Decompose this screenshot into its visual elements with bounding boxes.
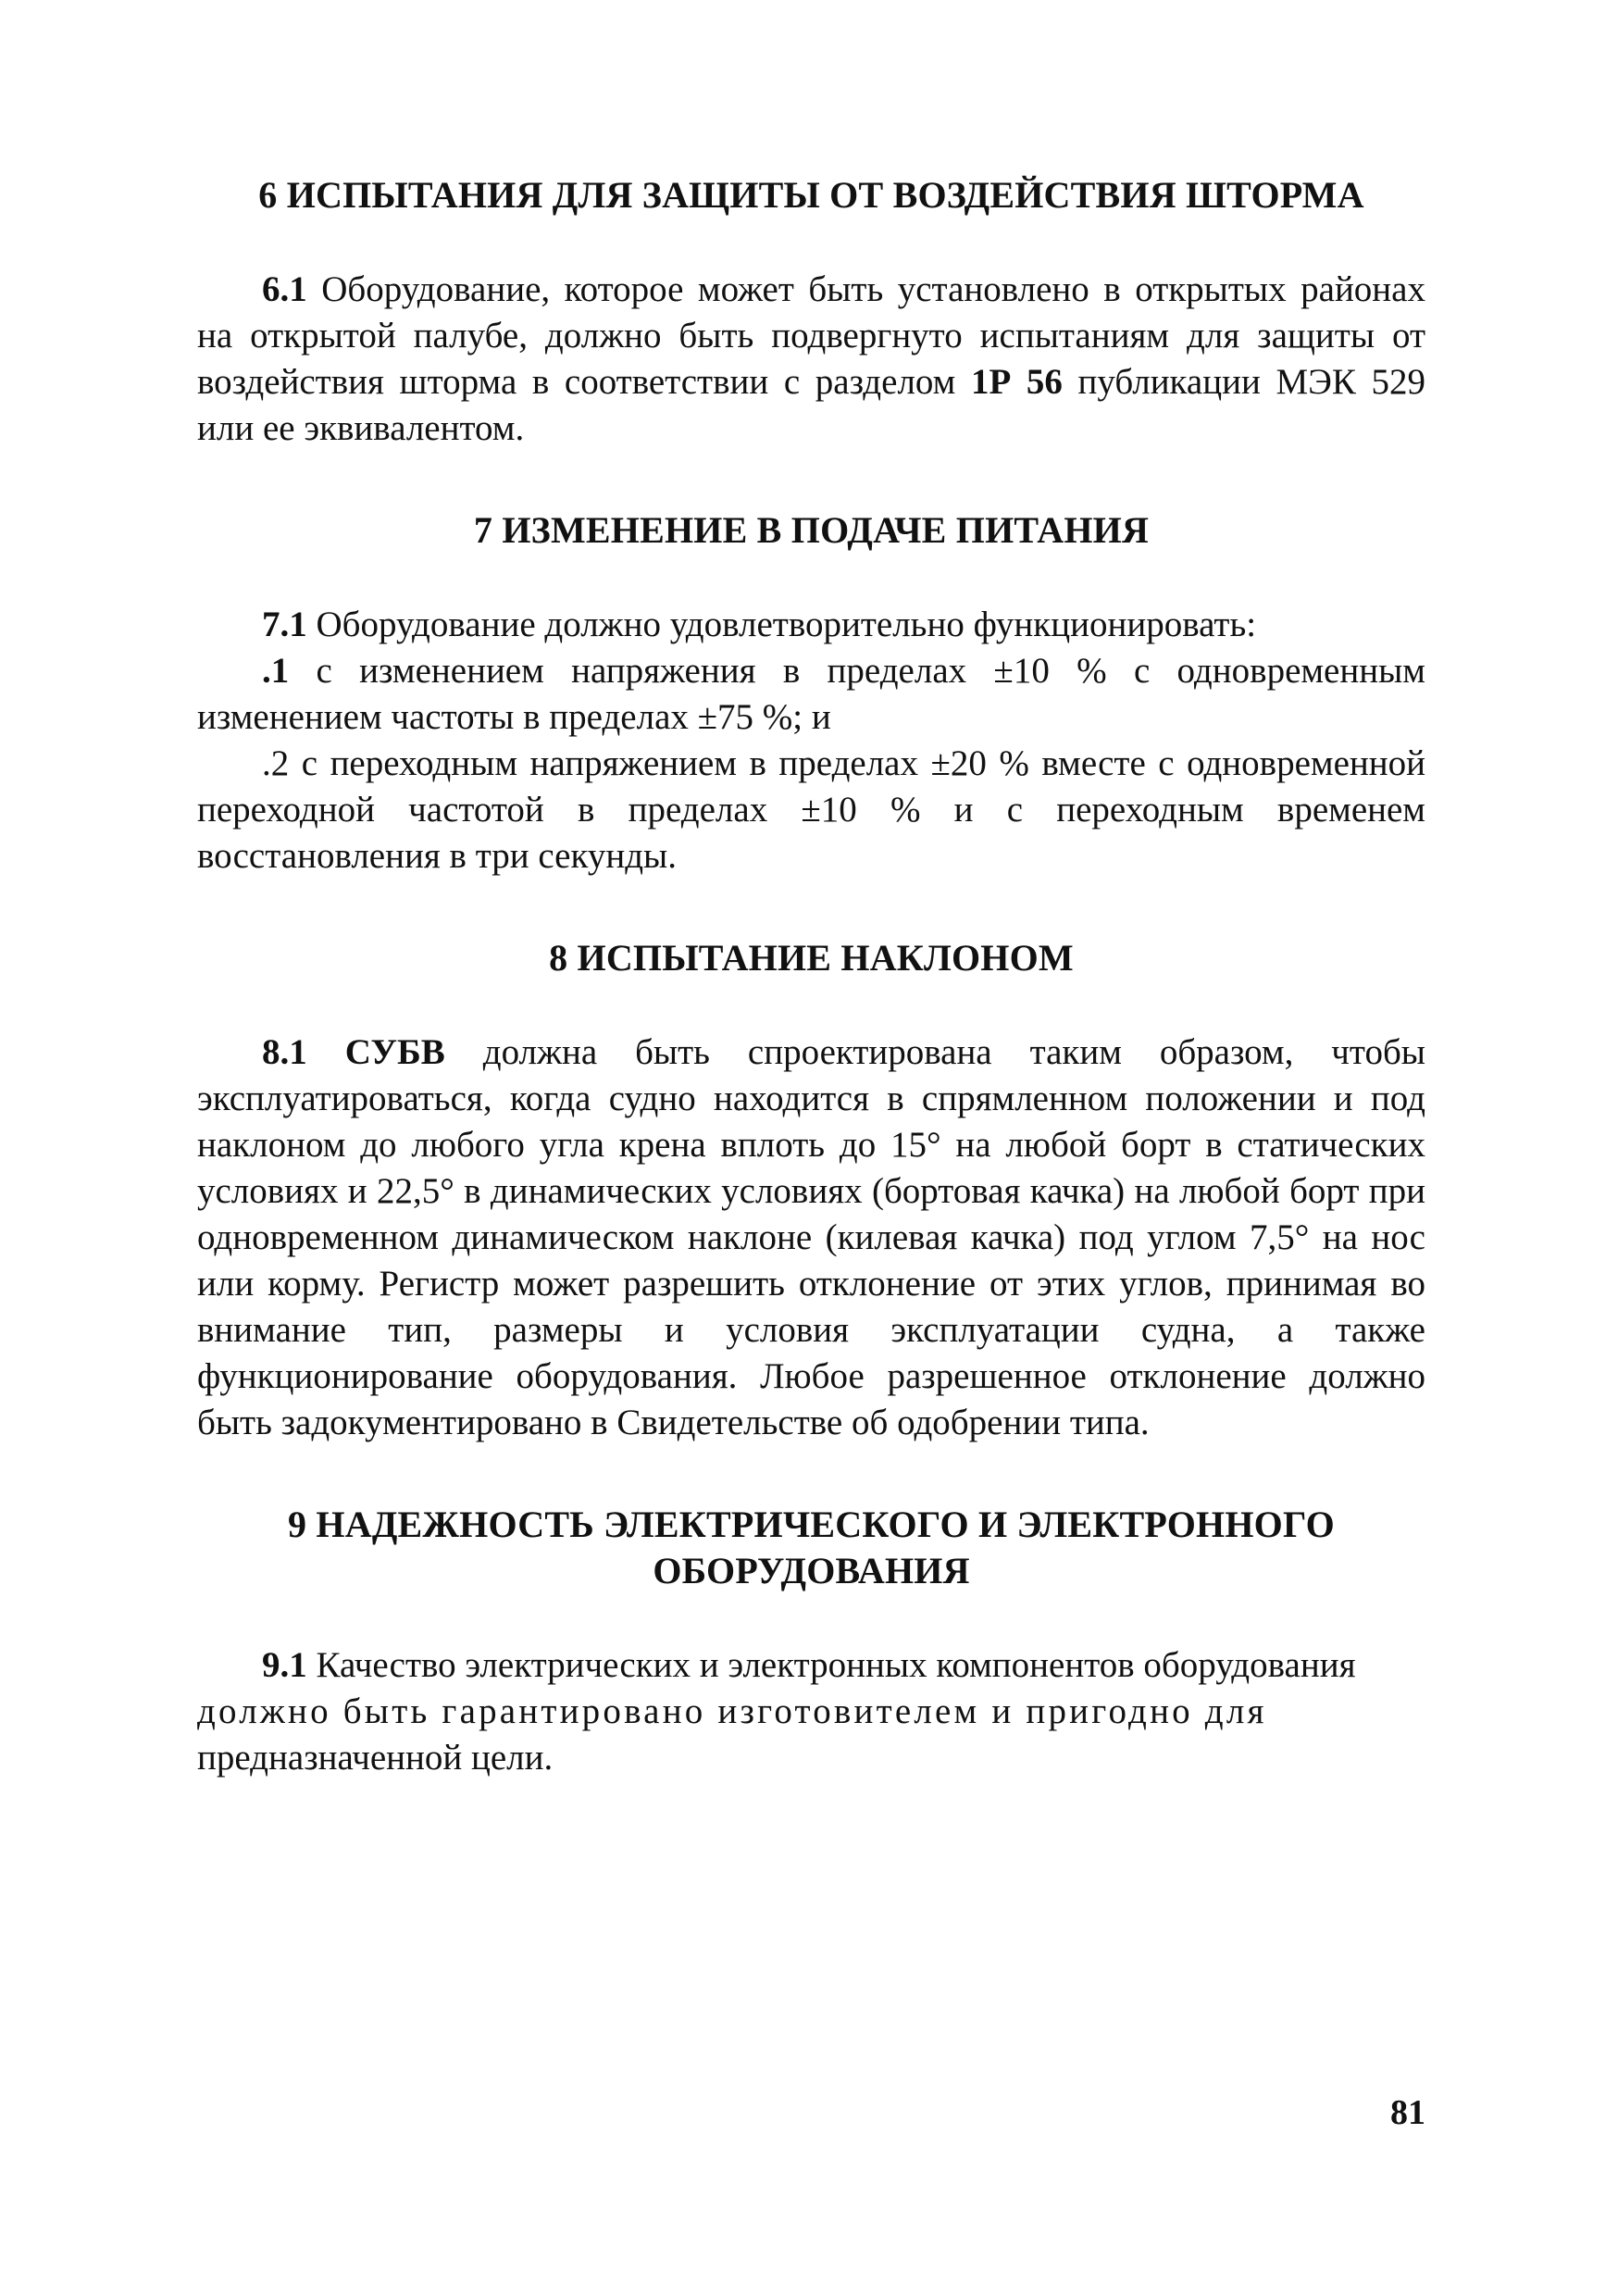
paragraph-9-1-number: 9.1 [262,1645,307,1685]
paragraph-7-1-number: 7.1 [262,605,307,644]
section-8-heading: 8 ИСПЫТАНИЕ НАКЛОНОМ [549,937,1074,979]
section-6-heading: 6 ИСПЫТАНИЯ ДЛЯ ЗАЩИТЫ ОТ ВОЗДЕЙСТВИЯ ШТОРМА [258,174,1364,216]
list-item-7-1-2 [197,741,1425,880]
paragraph-8-1-abbreviation: СУБВ [344,1032,445,1072]
paragraph-7-1-text: Оборудование должно удовлетворительно функционировать: [306,605,1257,644]
list-item-7-1-2-text: с переходным напряжением в пределах ±20 % вместе с одновременной переходной частотой в пределах ±10 % и с переходным временем восстановления в три секунды. [197,743,1425,876]
paragraph-8-1-number: 8.1 [262,1032,307,1072]
list-item-7-1-1-text: с изменением напряжения в пределах ±10 % с одновременным изменением частоты в пределах ±75 %; и [197,651,1425,737]
paragraph-9-1-line-3: предназначенной цели. [197,1738,554,1778]
paragraph-6-1-number: 6.1 [262,269,307,309]
paragraph-8-1 [197,1029,1425,1446]
paragraph-9-1-line-2: должно быть гарантировано изготовителем и пригодно для [197,1691,1267,1731]
page-content [197,172,1425,1781]
section-7-heading: 7 ИЗМЕНЕНИЕ В ПОДАЧЕ ПИТАНИЯ [473,509,1150,551]
paragraph-6-1-text-a: Оборудование, которое может быть установлено в открытых районах на открытой палубе, должно быть подвергнуто испытаниям для защиты от воздействия шторма в соответствии с разделом [197,269,1425,402]
section-9-heading-line-1: 9 НАДЕЖНОСТЬ ЭЛЕКТРИЧЕСКОГО И ЭЛЕКТРОННОГО [288,1504,1335,1545]
list-item-7-1-1 [197,648,1425,741]
paragraph-6-1-code: 1Р 56 [970,362,1063,402]
list-item-7-1-1-number: .1 [262,651,290,691]
paragraph-9-1 [197,1642,1425,1689]
list-item-7-1-2-number: .2 [262,743,290,783]
paragraph-7-1 [197,602,1425,648]
paragraph-9-1-text-a: Качество электрических и электронных компонентов оборудования [306,1645,1356,1685]
paragraph-8-1-text: должна быть спроектирована таким образом, чтобы эксплуатироваться, когда судно находится в спрямленном положении и под наклоном до любого угла крена вплоть до 15° на любой борт в статических условиях и 22,5° в динамических условиях (бортовая качка) на любой борт при одновременном динамическом наклоне (килевая качка) под углом 7,5° на нос или корму. Регистр может разрешить отклонение от этих углов, принимая во внимание тип, размеры и условия эксплуатации судна, а также функционирование оборудования. Любое разрешенное отклонение должно быть задокументировано в Свидетельстве об одобрении типа. [197,1032,1425,1442]
paragraph-6-1 [197,267,1425,452]
paragraph-6-1-text-c: или ее эквивалентом. [197,408,525,448]
paragraph-6-1-text-b: публикации МЭК [1062,362,1372,402]
page-number: 81 [1390,2093,1425,2132]
paragraph-6-1-publication: 529 [1371,362,1425,402]
section-9-heading-line-2: ОБОРУДОВАНИЯ [653,1550,970,1591]
section-9-heading [197,1502,1425,1594]
